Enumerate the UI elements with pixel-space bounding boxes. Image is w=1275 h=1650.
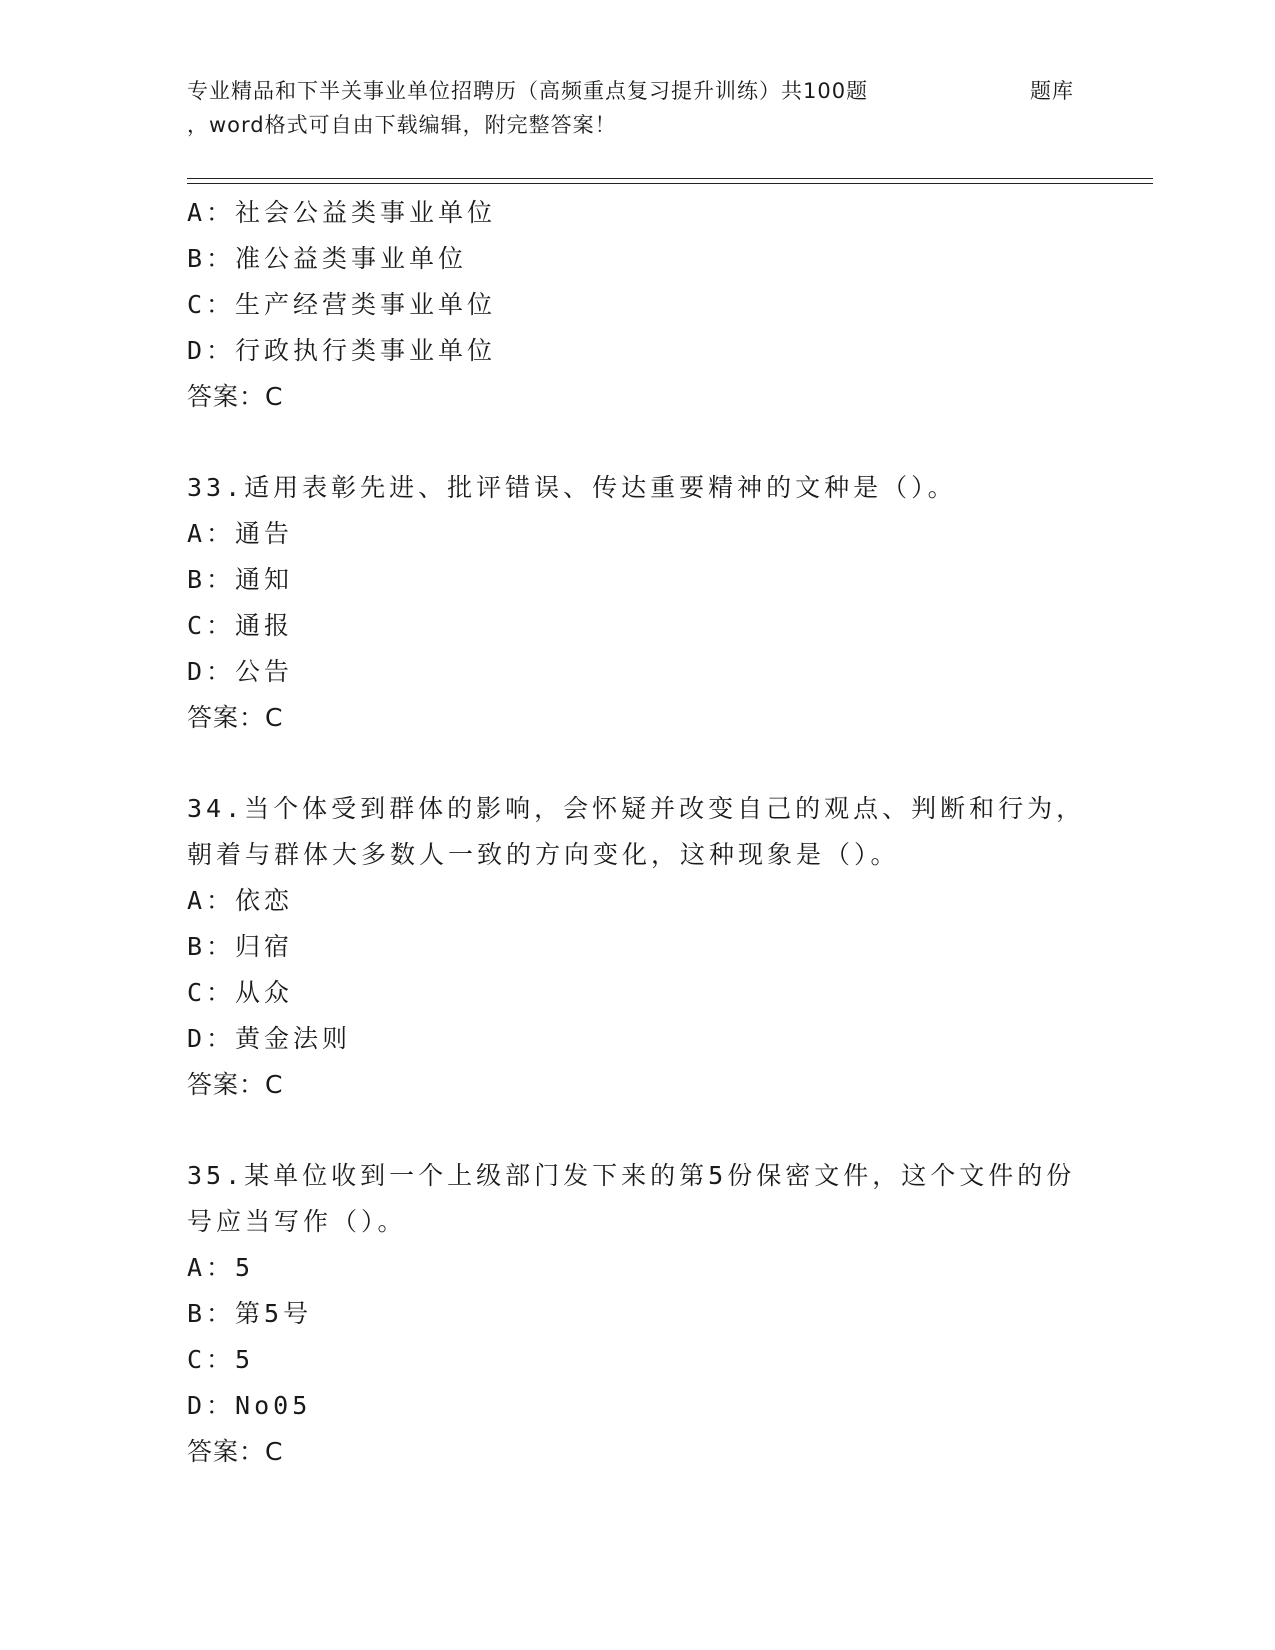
option-c: C：从众	[187, 978, 294, 1007]
option-a: A：5	[187, 1253, 255, 1282]
question-block-partial	[187, 190, 1087, 420]
header-title-suffix: 题库	[1030, 79, 1074, 103]
option-d: D：公告	[187, 657, 294, 686]
document-header	[187, 74, 1147, 142]
option-b: B：通知	[187, 565, 294, 594]
option-a: A：依恋	[187, 886, 294, 915]
header-title: 专业精品和下半关事业单位招聘历（高频重点复习提升训练）共100题	[187, 79, 869, 103]
option-b: B：归宿	[187, 932, 294, 961]
question-text: 35.某单位收到一个上级部门发下来的第5份保密文件，这个文件的份	[187, 1161, 1076, 1190]
header-line-2: ，word格式可自由下载编辑，附完整答案！	[187, 113, 617, 137]
question-list	[187, 190, 1087, 1475]
option-b: B：第5号	[187, 1299, 313, 1328]
option-c: C：生产经营类事业单位	[187, 290, 497, 319]
option-c: C：通报	[187, 611, 294, 640]
header-line-1	[187, 74, 1147, 108]
option-b: B：准公益类事业单位	[187, 244, 468, 273]
question-text: 33.适用表彰先进、批评错误、传达重要精神的文种是（）。	[187, 473, 957, 502]
question-block-33	[187, 465, 1087, 741]
question-block-34	[187, 786, 1087, 1108]
option-a: A：通告	[187, 519, 294, 548]
spacer	[187, 741, 1087, 786]
option-a: A：社会公益类事业单位	[187, 198, 497, 227]
question-text-continued: 朝着与群体大多数人一致的方向变化，这种现象是（）。	[187, 840, 900, 869]
question-text-continued: 号应当写作（）。	[187, 1207, 407, 1236]
option-d: D：黄金法则	[187, 1024, 352, 1053]
spacer	[187, 420, 1087, 465]
header-divider-top	[187, 178, 1153, 179]
answer-line: 答案：C	[187, 1437, 284, 1466]
option-c: C：5	[187, 1345, 255, 1374]
question-block-35	[187, 1153, 1087, 1475]
option-d: D：行政执行类事业单位	[187, 336, 497, 365]
header-divider-bottom	[187, 183, 1153, 184]
answer-line: 答案：C	[187, 1070, 284, 1099]
question-text: 34.当个体受到群体的影响，会怀疑并改变自己的观点、判断和行为，	[187, 794, 1086, 823]
option-d: D：No05	[187, 1391, 312, 1420]
answer-line: 答案：C	[187, 382, 284, 411]
answer-line: 答案：C	[187, 703, 284, 732]
spacer	[187, 1108, 1087, 1153]
